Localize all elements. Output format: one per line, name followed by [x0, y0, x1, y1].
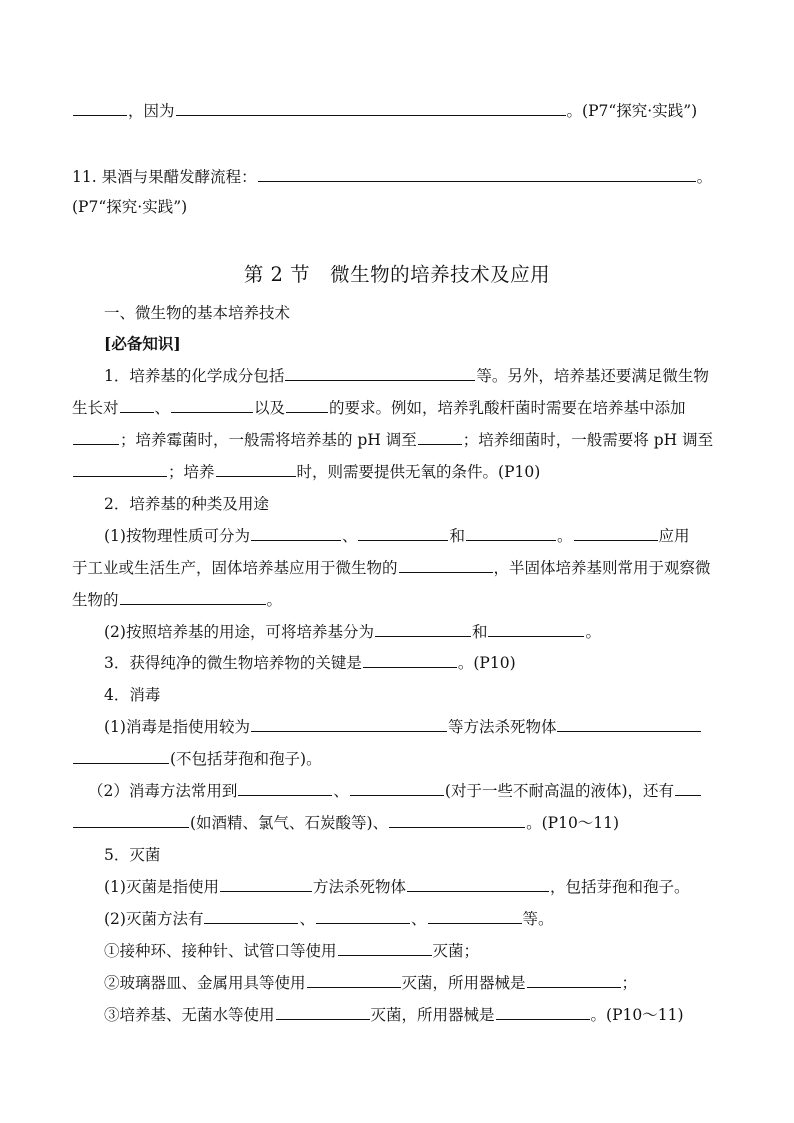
text: (P7“探究·实践”) — [72, 198, 188, 216]
text: 。(P10～11) — [590, 1006, 684, 1024]
text: ，半固体培养基则常用于观察微 — [493, 559, 711, 577]
text: 。 — [696, 168, 713, 186]
answer-blank[interactable] — [407, 876, 549, 892]
text: ，因为 — [128, 102, 175, 120]
q3-line — [104, 652, 516, 674]
answer-blank[interactable] — [675, 780, 701, 796]
text: (2)灭菌方法有 — [104, 910, 204, 928]
answer-blank[interactable] — [251, 716, 447, 732]
answer-blank[interactable] — [316, 908, 410, 924]
q2-line1 — [104, 525, 690, 547]
text: ；培养霉菌时，一般需将培养基的 pH 调至 — [120, 431, 417, 449]
question-11-ref — [72, 196, 187, 218]
text: 。(P10) — [457, 654, 516, 672]
text: ②玻璃器皿、金属用具等使用 — [104, 974, 306, 992]
answer-blank[interactable] — [350, 780, 444, 796]
answer-blank[interactable] — [220, 876, 312, 892]
answer-blank[interactable] — [527, 972, 621, 988]
text: 、 — [410, 910, 427, 928]
text: ； — [621, 974, 638, 992]
answer-blank[interactable] — [375, 621, 471, 637]
text: 。 — [266, 591, 283, 609]
answer-blank[interactable] — [216, 461, 296, 477]
text: 于工业或生活生产，固体培养基应用于微生物的 — [72, 559, 398, 577]
text: (2)按照培养基的用途，可将培养基分为 — [104, 623, 374, 641]
q4-line2 — [72, 748, 322, 770]
answer-blank[interactable] — [204, 908, 298, 924]
text: 灭菌； — [432, 942, 480, 960]
text: 。 — [585, 623, 601, 641]
text: 。 — [557, 527, 573, 545]
text: 1．培养基的化学成分包括 — [104, 367, 285, 385]
q1-line4 — [72, 461, 540, 483]
q4-line1 — [104, 716, 702, 738]
text: ③培养基、无菌水等使用 — [104, 1006, 275, 1024]
text: 和 — [471, 623, 488, 641]
text: (1)消毒是指使用较为 — [104, 718, 250, 736]
text: ；培养细菌时，一般需要将 pH 调至 — [462, 431, 714, 449]
text: 。(P10～11) — [526, 814, 620, 832]
q2-line4 — [104, 621, 601, 643]
text: 。(P7“探究·实践”) — [566, 102, 698, 120]
text: (1)按物理性质可分为 — [104, 527, 250, 545]
text: 、 — [154, 399, 171, 417]
text: （2）消毒方法常用到 — [88, 782, 238, 800]
answer-blank[interactable] — [418, 429, 462, 445]
answer-blank[interactable] — [496, 1004, 590, 1020]
text: 、 — [341, 527, 358, 545]
answer-blank[interactable] — [363, 652, 457, 668]
answer-blank[interactable] — [258, 166, 696, 182]
text: (不包括芽孢和孢子)。 — [170, 750, 322, 768]
q4-heading: 4．消毒 — [104, 686, 161, 704]
answer-blank[interactable] — [73, 461, 167, 477]
q1-line2 — [72, 397, 686, 419]
section-title: 第 2 节 微生物的培养技术及应用 — [243, 263, 551, 286]
q5-line1 — [104, 876, 690, 898]
q1-line3 — [72, 429, 713, 451]
text: 以及 — [254, 399, 286, 417]
text: 的要求。例如，培养乳酸杆菌时需要在培养基中添加 — [329, 399, 686, 417]
q4-line3 — [88, 780, 702, 802]
text: 应用 — [658, 527, 690, 545]
answer-blank[interactable] — [488, 621, 584, 637]
q2-line2 — [72, 557, 711, 579]
answer-blank[interactable] — [574, 525, 658, 541]
answer-blank[interactable] — [238, 780, 332, 796]
answer-blank[interactable] — [286, 397, 328, 413]
answer-blank[interactable] — [466, 525, 556, 541]
text: 、 — [333, 782, 349, 800]
text: 灭菌，所用器械是 — [401, 974, 526, 992]
text: (对于一些不耐高温的液体)，还有 — [444, 782, 674, 800]
text: 11. 果酒与果醋发酵流程： — [72, 168, 257, 186]
text: 时，则需要提供无氧的条件。(P10) — [296, 463, 541, 481]
text-line — [72, 100, 697, 122]
text: ；培养 — [168, 463, 215, 481]
text: 等。 — [522, 910, 554, 928]
text: 灭菌，所用器械是 — [370, 1006, 495, 1024]
answer-blank[interactable] — [176, 100, 566, 116]
answer-blank[interactable] — [73, 100, 127, 116]
answer-blank[interactable] — [73, 748, 169, 764]
q2-line3 — [72, 589, 282, 611]
answer-blank[interactable] — [428, 908, 522, 924]
q2-heading: 2．培养基的种类及用途 — [104, 495, 269, 513]
text: ，包括芽孢和孢子。 — [549, 878, 690, 896]
answer-blank[interactable] — [358, 525, 448, 541]
answer-blank[interactable] — [307, 972, 401, 988]
answer-blank[interactable] — [171, 397, 253, 413]
answer-blank[interactable] — [73, 429, 119, 445]
answer-blank[interactable] — [251, 525, 341, 541]
q5-line3 — [104, 940, 479, 962]
text: (如酒精、氯气、石炭酸等)、 — [190, 814, 389, 832]
text: 生长对 — [72, 399, 119, 417]
text: 等。另外，培养基还要满足微生物 — [476, 367, 709, 385]
q5-line4 — [104, 972, 637, 994]
answer-blank[interactable] — [338, 940, 432, 956]
answer-blank[interactable] — [120, 397, 154, 413]
text: 等方法杀死物体 — [447, 718, 557, 736]
text: 方法杀死物体 — [312, 878, 406, 896]
answer-blank[interactable] — [399, 557, 493, 573]
question-11 — [72, 166, 712, 188]
text: 3．获得纯净的微生物培养物的关键是 — [104, 654, 362, 672]
q5-line2 — [104, 908, 554, 930]
text: ①接种环、接种针、试管口等使用 — [104, 942, 337, 960]
answer-blank[interactable] — [557, 716, 701, 732]
answer-blank[interactable] — [73, 812, 189, 828]
subsection-heading: 一、微生物的基本培养技术 — [104, 304, 291, 322]
q4-line4 — [72, 812, 619, 834]
text: 、 — [299, 910, 315, 928]
text: 生物的 — [72, 591, 119, 609]
text: 和 — [449, 527, 465, 545]
q1-line1 — [104, 365, 709, 387]
answer-blank[interactable] — [276, 1004, 370, 1020]
q5-heading: 5．灭菌 — [104, 846, 161, 864]
text: (1)灭菌是指使用 — [104, 878, 219, 896]
answer-blank[interactable] — [389, 812, 525, 828]
q5-line5 — [104, 1004, 684, 1026]
knowledge-tag: [必备知识] — [104, 334, 181, 353]
answer-blank[interactable] — [120, 589, 266, 605]
answer-blank[interactable] — [285, 365, 475, 381]
